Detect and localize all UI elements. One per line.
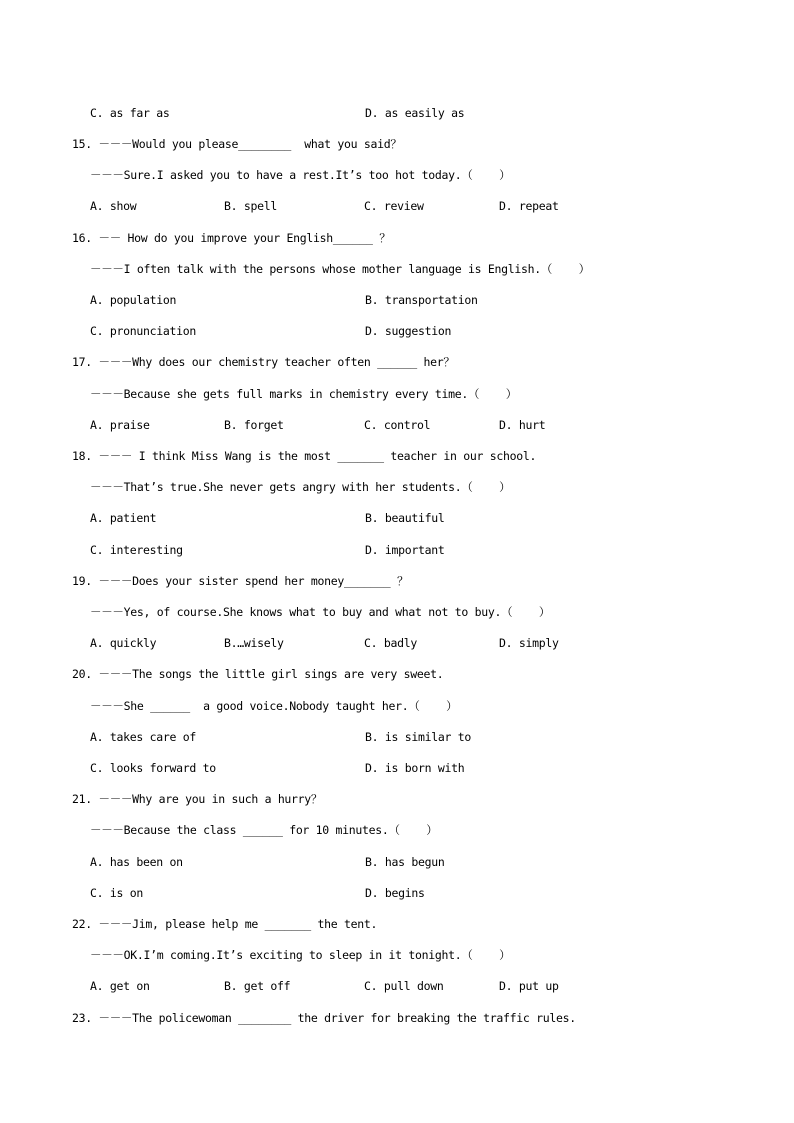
question-stem: 18. －－－ I think Miss Wang is the most _______ teacher in our school. [72, 449, 537, 463]
answer-option: B. forget [224, 418, 284, 432]
answer-option: D. is born with [365, 761, 465, 775]
dialogue-line: －－－Because the class ______ for 10 minutes.（ ） [90, 823, 438, 837]
answer-option: A. takes care of [90, 730, 196, 744]
question-stem: 16. －－ How do you improve your English______ ？ [72, 231, 391, 245]
answer-option: B. get off [224, 979, 291, 993]
answer-option: D. hurt [499, 418, 546, 432]
answer-option: D. put up [499, 979, 559, 993]
dialogue-line: －－－That’s true.She never gets angry with her students.（ ） [90, 480, 511, 494]
dialogue-line: －－－Yes, of course.She knows what to buy and what not to buy.（ ） [90, 605, 551, 619]
answer-option: B. beautiful [365, 511, 445, 525]
question-stem: 15. －－－Would you please________ what you said？ [72, 137, 402, 151]
answer-option: A. get on [90, 979, 150, 993]
answer-option: D. important [365, 543, 445, 557]
answer-option: B. transportation [365, 293, 478, 307]
dialogue-line: －－－Because she gets full marks in chemistry every time.（ ） [90, 387, 517, 401]
answer-option: D. begins [365, 886, 425, 900]
answer-option: D. simply [499, 636, 559, 650]
answer-option: C. looks forward to [90, 761, 216, 775]
dialogue-line: －－－I often talk with the persons whose mother language is English.（ ） [90, 262, 590, 276]
answer-option: B.…wisely [224, 636, 284, 650]
answer-option: C. review [364, 199, 424, 213]
answer-option: A. praise [90, 418, 150, 432]
answer-option: C. interesting [90, 543, 183, 557]
answer-option: A. quickly [90, 636, 157, 650]
answer-option: A. patient [90, 511, 157, 525]
answer-option: A. population [90, 293, 177, 307]
question-stem: 19. －－－Does your sister spend her money_______ ？ [72, 574, 409, 588]
answer-option: D. as easily as [365, 106, 465, 120]
answer-option: D. repeat [499, 199, 559, 213]
answer-option: A. show [90, 199, 137, 213]
answer-option: C. control [364, 418, 431, 432]
answer-option: C. is on [90, 886, 143, 900]
dialogue-line: －－－She ______ a good voice.Nobody taught her.（ ） [90, 699, 458, 713]
answer-option: B. spell [224, 199, 277, 213]
answer-option: D. suggestion [365, 324, 452, 338]
dialogue-line: －－－Sure.I asked you to have a rest.It’s too hot today.（ ） [90, 168, 511, 182]
question-stem: 17. －－－Why does our chemistry teacher often ______ her？ [72, 355, 455, 369]
answer-option: C. pull down [364, 979, 444, 993]
answer-option: C. pronunciation [90, 324, 196, 338]
answer-option: B. is similar to [365, 730, 471, 744]
answer-option: C. badly [364, 636, 417, 650]
answer-option: B. has begun [365, 855, 445, 869]
question-stem: 20. －－－The songs the little girl sings are very sweet. [72, 667, 444, 681]
question-stem: 21. －－－Why are you in such a hurry？ [72, 792, 323, 806]
answer-option: C. as far as [90, 106, 170, 120]
answer-option: A. has been on [90, 855, 183, 869]
question-stem: 22. －－－Jim, please help me _______ the tent. [72, 917, 378, 931]
question-stem: 23. －－－The policewoman ________ the driver for breaking the traffic rules. [72, 1011, 576, 1025]
dialogue-line: －－－OK.I’m coming.It’s exciting to sleep in it tonight.（ ） [90, 948, 511, 962]
